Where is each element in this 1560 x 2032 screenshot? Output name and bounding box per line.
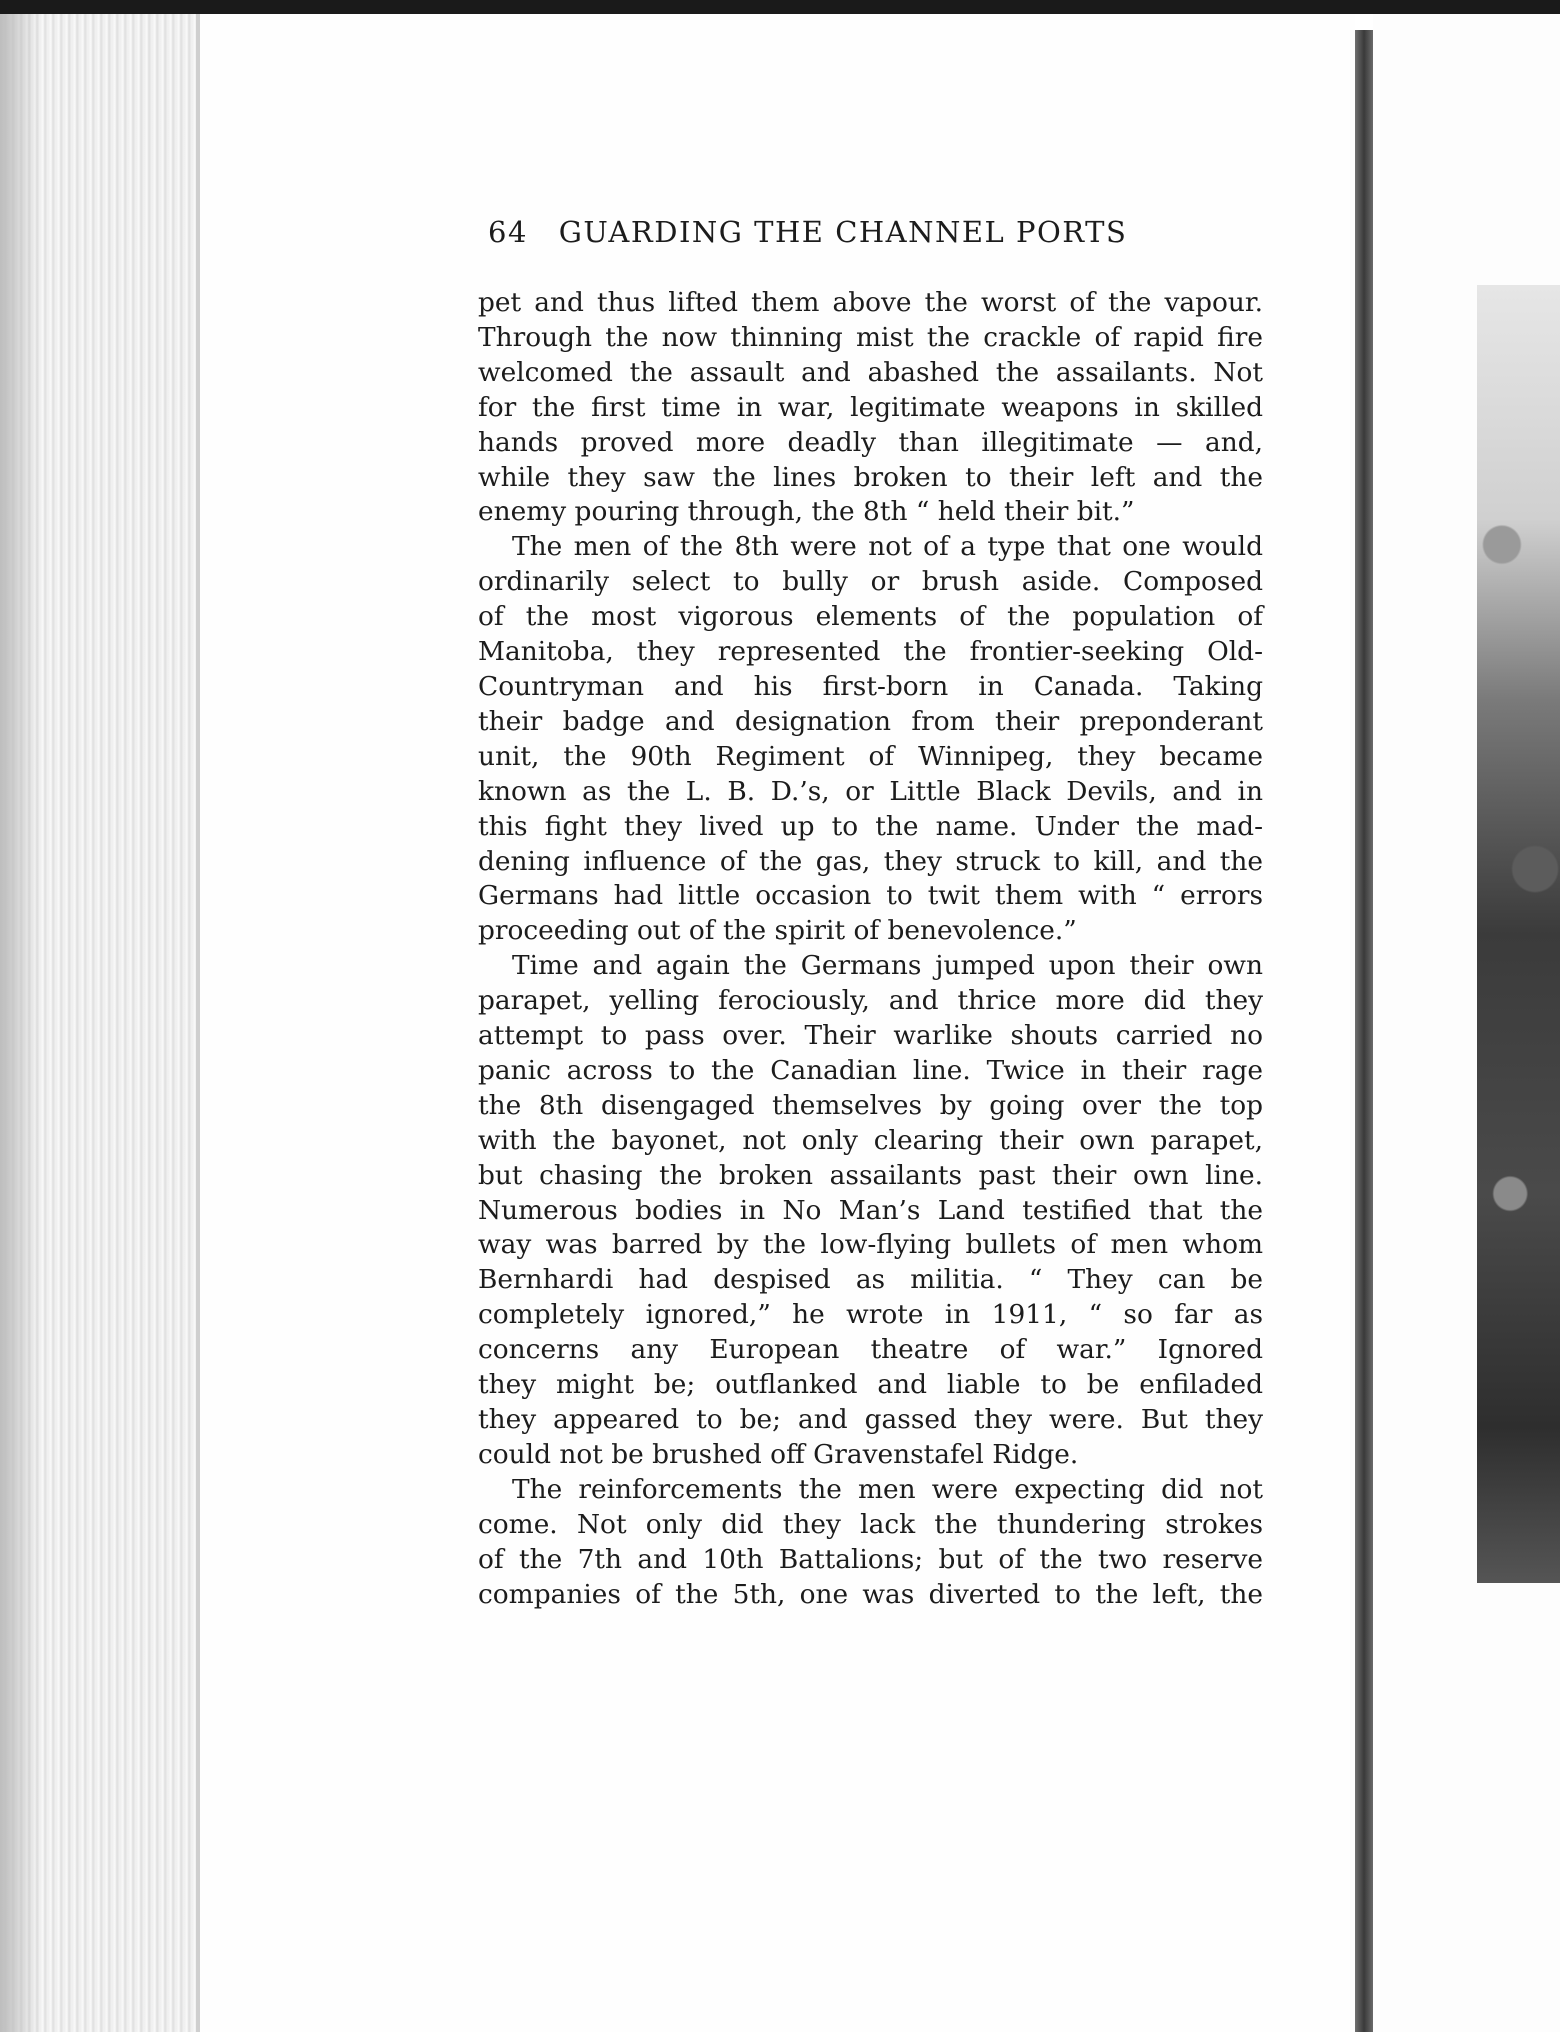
text-line: known as the L. B. D.’s, or Little Black Devils, and in	[478, 775, 1263, 807]
text-line: The men of the 8th were not of a type that one would	[512, 531, 1263, 563]
paragraph	[478, 530, 1263, 949]
text-line: Bernhardi had despised as militia. “ They can be	[478, 1264, 1263, 1296]
text-line: enemy pouring through, the 8th “ held their bit.”	[478, 496, 1135, 528]
page-edges-shadow	[0, 14, 40, 2032]
text-line: while they saw the lines broken to their left and the	[478, 461, 1263, 493]
paragraph	[478, 1473, 1263, 1613]
text-line: unit, the 90th Regiment of Winnipeg, they became	[478, 740, 1263, 772]
text-line: companies of the 5th, one was diverted to the left, the	[478, 1578, 1263, 1610]
text-line: the 8th disengaged themselves by going over the top	[478, 1089, 1263, 1121]
text-line: attempt to pass over. Their warlike shouts carried no	[478, 1020, 1263, 1052]
page-number: 64	[488, 215, 528, 249]
text-line: dening influence of the gas, they struck to kill, and the	[478, 845, 1263, 877]
text-line: ordinarily select to bully or brush aside. Composed	[478, 566, 1263, 598]
paragraph	[478, 949, 1263, 1473]
text-line: way was barred by the low-flying bullets of men whom	[478, 1229, 1263, 1261]
text-line: of the most vigorous elements of the population of	[478, 601, 1263, 633]
text-line: The reinforcements the men were expecting did not	[512, 1473, 1263, 1505]
text-line: Countryman and his first-born in Canada. Taking	[478, 670, 1263, 702]
text-line: Numerous bodies in No Man’s Land testified that the	[478, 1194, 1263, 1226]
facing-page-photograph	[1477, 285, 1560, 1583]
text-line: panic across to the Canadian line. Twice in their rage	[478, 1054, 1263, 1086]
text-line: this fight they lived up to the name. Under the mad-	[478, 810, 1263, 842]
text-line: Through the now thinning mist the crackle of rapid fire	[478, 321, 1263, 353]
scan-top-band	[0, 0, 1560, 14]
text-line: their badge and designation from their preponderant	[478, 705, 1263, 737]
running-head-title: GUARDING THE CHANNEL PORTS	[558, 215, 1128, 249]
text-line: Manitoba, they represented the frontier-seeking Old-	[478, 636, 1263, 668]
text-line: for the first time in war, legitimate weapons in skilled	[478, 391, 1263, 423]
paragraph	[478, 286, 1263, 530]
text-line: come. Not only did they lack the thundering strokes	[478, 1508, 1263, 1540]
running-head	[488, 215, 1188, 255]
text-line: could not be brushed off Gravenstafel Ridge.	[478, 1438, 1079, 1470]
text-line: Germans had little occasion to twit them with “ errors	[478, 880, 1263, 912]
text-line: welcomed the assault and abashed the assailants. Not	[478, 356, 1263, 388]
book-gutter	[1355, 30, 1373, 2032]
text-line: proceeding out of the spirit of benevolence.”	[478, 915, 1077, 947]
text-line: Time and again the Germans jumped upon their own	[512, 950, 1263, 982]
text-line: hands proved more deadly than illegitimate — and,	[478, 426, 1263, 458]
text-line: they appeared to be; and gassed they were. But they	[478, 1404, 1263, 1435]
text-line: but chasing the broken assailants past their own line.	[478, 1159, 1263, 1191]
text-line: parapet, yelling ferociously, and thrice more did they	[478, 985, 1263, 1017]
text-line: they might be; outflanked and liable to be enfiladed	[478, 1369, 1263, 1401]
text-line: pet and thus lifted them above the worst of the vapour.	[478, 287, 1263, 318]
body-text	[478, 286, 1263, 1612]
text-line: concerns any European theatre of war.” Ignored	[478, 1334, 1263, 1366]
text-line: completely ignored,” he wrote in 1911, “ so far as	[478, 1299, 1263, 1331]
text-line: of the 7th and 10th Battalions; but of the two reserve	[478, 1543, 1263, 1575]
text-line: with the bayonet, not only clearing their own parapet,	[478, 1124, 1263, 1156]
